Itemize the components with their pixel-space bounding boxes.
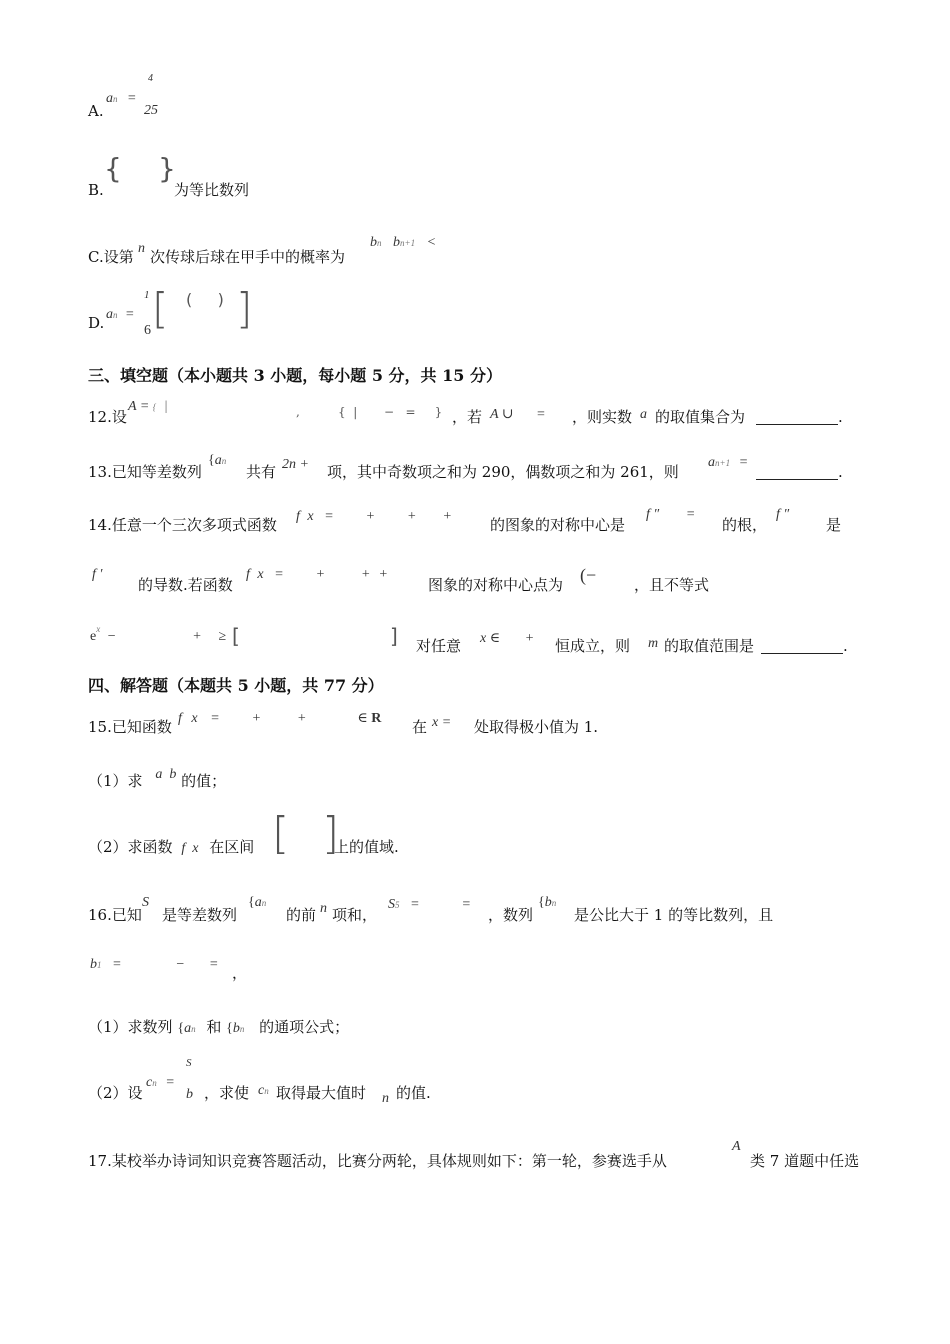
option-c-formula: bn bn+1 <	[370, 235, 437, 250]
q13-seq: {an	[208, 453, 227, 468]
q16-t5: 是公比大于 1 的等比数列，且	[574, 906, 774, 924]
q14-func: f x = + + +	[296, 509, 452, 524]
option-a-formula: an =	[106, 91, 137, 106]
q16-t4: ，数列	[488, 906, 534, 924]
option-a-fraction-den: 25	[144, 103, 158, 118]
q12-tail2: 的取值集合为	[655, 408, 746, 426]
option-d	[88, 316, 104, 331]
q16-part2: （2）设	[88, 1084, 143, 1102]
q14-fpp2: f ″	[776, 507, 790, 522]
q14-t4: 的导数.若函数	[138, 576, 233, 594]
section-3-heading: 三、填空题（本小题共 3 小题，每小题 5 分，共 15 分）	[88, 366, 502, 385]
q14-t3: 是	[826, 516, 842, 534]
q14-center: (−	[580, 565, 597, 585]
q14-bracket-right: ]	[390, 624, 398, 648]
q16-cn: cn	[258, 1083, 269, 1098]
option-d-bracket-right: ]	[236, 284, 253, 333]
q16-t6: ，	[232, 964, 248, 982]
q14-answer-blank: .	[761, 639, 848, 654]
answer-blank[interactable]	[756, 410, 838, 425]
option-d-formula: an =	[106, 307, 135, 322]
q14-t8: 恒成立，则	[555, 637, 631, 655]
section-4-heading: 四、解答题（本题共 5 小题，共 77 分）	[88, 676, 384, 695]
q16-cn-def: cn =	[146, 1075, 175, 1090]
q16-part1: （1）求数列 {an 和 {bn 的通项公式；	[88, 1018, 350, 1036]
q12-answer-blank: .	[756, 410, 843, 425]
q16-cn-den: b	[186, 1087, 193, 1102]
q16-t2: 的前	[286, 906, 317, 924]
option-d-one: 1	[144, 289, 150, 301]
q16-n2: n	[382, 1091, 389, 1106]
q14-bracket-left: [	[232, 624, 240, 648]
q14-t5: 图象的对称中心点为	[428, 576, 564, 594]
q12-var-a: a	[640, 407, 647, 422]
q16-n: n	[320, 901, 327, 916]
q16-p2c: 取得最大值时	[276, 1084, 367, 1102]
q14-t1: 的图象的对称中心是	[490, 516, 626, 534]
q12-mid: ，若	[452, 408, 483, 426]
q12-tail: ，则实数	[572, 408, 633, 426]
q14-domain: x ∈ +	[480, 631, 534, 646]
option-d-paren: ( )	[186, 290, 224, 309]
q12-union: A ∪ =	[490, 407, 545, 422]
option-d-six: 6	[144, 323, 151, 338]
answer-blank[interactable]	[761, 639, 843, 654]
q16-p2d: 的值.	[396, 1084, 431, 1102]
q13-label: 13.已知等差数列	[88, 463, 202, 481]
option-a-fraction-num: 4	[148, 73, 153, 84]
q14-t7: 对任意	[416, 637, 462, 655]
q13-answer-blank: .	[756, 465, 843, 480]
q14-t6: ，且不等式	[634, 576, 710, 594]
q14-t2: 的根，	[722, 516, 768, 534]
option-a-label: A.	[88, 102, 104, 120]
answer-blank[interactable]	[756, 465, 838, 480]
q14-m: m	[648, 636, 659, 651]
option-a	[88, 104, 104, 119]
q16-t1: 是等差数列	[162, 906, 238, 924]
option-c-n: n	[138, 241, 145, 256]
option-b-brace-right: }	[158, 152, 176, 185]
q15-bracket-right: ]	[322, 808, 340, 859]
option-b-text: 为等比数列	[174, 181, 250, 199]
q16-p2b: ，求使	[204, 1084, 250, 1102]
option-b	[88, 183, 104, 198]
q16-t3: 项和，	[332, 906, 378, 924]
q16-cond: b1 = − =	[90, 957, 218, 972]
q16-cn-num: S	[186, 1057, 192, 1069]
option-d-bracket-left: [	[152, 284, 169, 333]
q12-set-a: A = { |	[128, 399, 168, 414]
q15-t1: 在	[412, 718, 428, 736]
q15-func: f x = + + ∈ R	[178, 711, 382, 726]
option-c-text2: 次传球后球在甲手中的概率为	[150, 248, 346, 266]
q15-part1: （1）求 a b 的值；	[88, 767, 227, 790]
q13-t1: 共有	[246, 463, 277, 481]
q14-fp: f ′	[92, 567, 103, 582]
q16-sum: S5 = =	[388, 897, 471, 912]
q14-fpp: f ″ =	[646, 507, 695, 522]
q15-label: 15.已知函数	[88, 718, 172, 736]
option-b-label: B.	[88, 181, 104, 199]
q15-part2-tail: 上的值域.	[334, 838, 399, 856]
q17-text: 17.某校举办诗词知识竞赛答题活动，比赛分两轮，具体规则如下：第一轮，参赛选手从	[88, 1152, 667, 1170]
q12-set-b: , { | − = }	[296, 405, 443, 419]
q13-an: an+1 =	[708, 455, 748, 470]
q12-label: 12.设	[88, 408, 127, 426]
q14-label: 14.任意一个三次多项式函数	[88, 516, 277, 534]
q15-t2: 处取得极小值为 1.	[474, 718, 599, 736]
option-c: C.设第	[88, 248, 134, 266]
q17-t2: 类 7 道题中任选	[750, 1152, 860, 1170]
option-d-label: D.	[88, 314, 105, 332]
q16-an: {an	[248, 895, 267, 910]
q17-A: A	[732, 1139, 741, 1154]
q15-xeq: x =	[432, 715, 452, 730]
q14-t9: 的取值范围是	[664, 637, 755, 655]
q16-bn: {bn	[538, 895, 557, 910]
q13-t2: 项，其中奇数项之和为 290，偶数项之和为 261，则	[327, 463, 679, 481]
q15-part2: （2）求函数 f x 在区间	[88, 838, 255, 856]
q15-bracket-left: [	[272, 808, 290, 859]
q16-S: S	[142, 895, 149, 910]
q14-func2: f x = + + +	[246, 567, 388, 582]
q16-label: 16.已知	[88, 906, 142, 924]
option-b-brace-left: {	[104, 152, 122, 185]
q14-ineq: $e^x$ − + ≥	[90, 624, 227, 644]
q13-count: 2n +	[282, 457, 309, 472]
